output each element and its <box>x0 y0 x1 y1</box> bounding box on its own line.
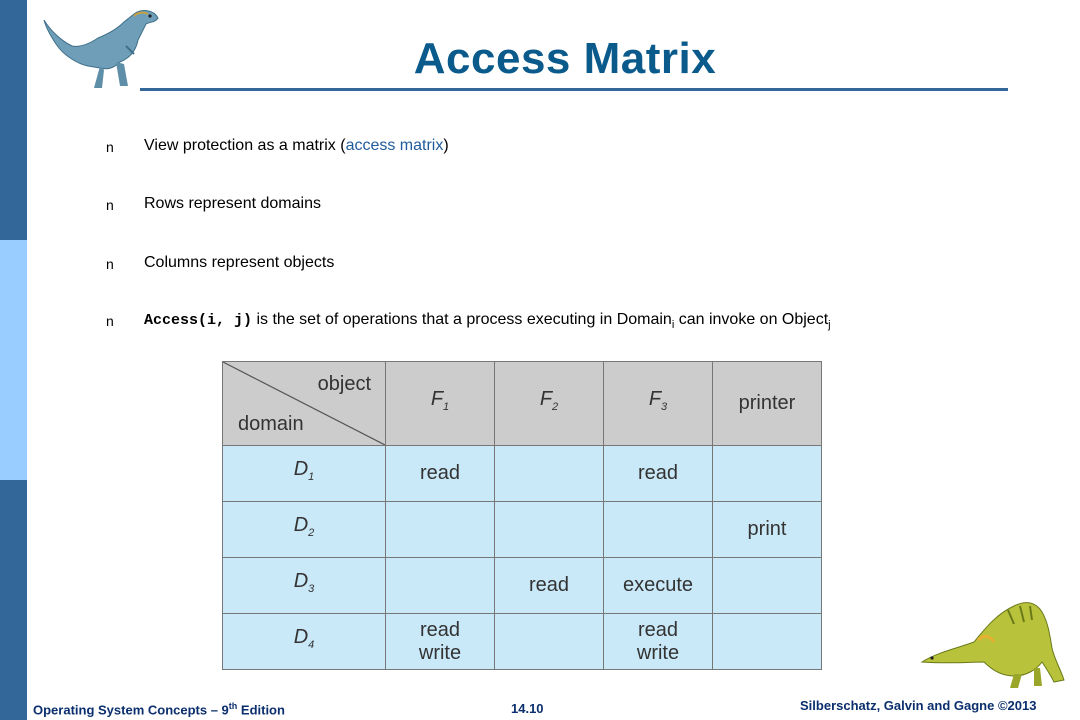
corner-domain-label: domain <box>238 413 304 435</box>
matrix-cell-d1-f2 <box>495 446 604 502</box>
bullet-marker: n <box>106 256 114 272</box>
matrix-cell-d1-f3-line1: read <box>637 462 679 484</box>
sidebar-segment-dark <box>0 480 27 720</box>
row-header-d3 <box>223 558 386 614</box>
matrix-header-row <box>223 362 822 446</box>
matrix-cell-d3-f2-line1: read <box>528 574 570 596</box>
sidebar-segment-light <box>0 240 27 480</box>
access-code: Access(i, j) <box>144 312 253 329</box>
matrix-cell-d2-printer <box>713 502 822 558</box>
row-header-d3-sub: 3 <box>308 583 315 595</box>
bullet-text-1-post: ) <box>443 137 449 154</box>
matrix-cell-d2-printer-line1: print <box>747 518 787 540</box>
bullet-text-4-mid2: can invoke on Object <box>674 311 829 328</box>
column-header-f2-sub: 2 <box>552 401 559 413</box>
row-header-d3-base: D <box>293 570 309 592</box>
matrix-cell-d3-f2 <box>495 558 604 614</box>
corner-object-label: object <box>317 373 371 395</box>
matrix-cell-d4-printer <box>713 614 822 670</box>
bullet-text-1 <box>144 137 449 155</box>
object-subscript: j <box>828 319 831 332</box>
matrix-cell-d3-f3 <box>604 558 713 614</box>
table-row <box>223 558 822 614</box>
matrix-cell-d4-f3-line1: read <box>637 618 679 641</box>
footer-book-title <box>33 701 285 717</box>
matrix-cell-d4-f2 <box>495 614 604 670</box>
table-row <box>223 446 822 502</box>
bullet-text-1-pre: View protection as a matrix ( <box>144 137 346 154</box>
column-header-f3-sub: 3 <box>661 401 668 413</box>
page-title: Access Matrix <box>413 34 717 83</box>
footer-book-title-pre: Operating System Concepts – 9 <box>33 702 229 718</box>
row-header-d4 <box>223 614 386 670</box>
sidebar-segment-dark <box>0 0 27 240</box>
column-header-f1-sub: 1 <box>443 401 450 413</box>
matrix-cell-d2-f3 <box>604 502 713 558</box>
table-row <box>223 614 822 670</box>
sidebar-stripe <box>0 0 27 720</box>
title-divider <box>140 88 1008 91</box>
bullet-text-3: Columns represent objects <box>144 254 335 271</box>
row-header-d1-sub: 1 <box>308 471 315 483</box>
matrix-cell-d4-f1-line1: read <box>419 618 461 641</box>
footer-copyright: Silberschatz, Galvin and Gagne ©2013 <box>800 698 1037 713</box>
table-row <box>223 502 822 558</box>
matrix-cell-d2-f2 <box>495 502 604 558</box>
footer-edition-sup: th <box>228 701 238 711</box>
dinosaur-icon <box>918 590 1068 690</box>
bullet-text-4 <box>144 311 831 331</box>
row-header-d1-base: D <box>293 458 309 480</box>
row-header-d1 <box>223 446 386 502</box>
column-header-f3-base: F <box>648 388 662 410</box>
row-header-d2 <box>223 502 386 558</box>
footer-page-number: 14.10 <box>511 701 544 716</box>
row-header-d4-base: D <box>293 626 309 648</box>
bullet-marker: n <box>106 139 114 155</box>
dinosaur-icon <box>38 6 164 92</box>
matrix-corner-cell <box>223 362 386 446</box>
matrix-cell-d2-f1 <box>386 502 495 558</box>
row-header-d2-base: D <box>293 514 309 536</box>
column-header-f2 <box>495 362 604 446</box>
matrix-cell-d1-printer <box>713 446 822 502</box>
access-matrix-table <box>222 361 822 670</box>
matrix-cell-d1-f3 <box>604 446 713 502</box>
matrix-cell-d3-f3-line1: execute <box>622 574 694 596</box>
matrix-cell-d3-f1 <box>386 558 495 614</box>
column-header-f2-base: F <box>539 388 553 410</box>
matrix-cell-d4-f3-line2: write <box>636 641 680 664</box>
matrix-cell-d1-f1 <box>386 446 495 502</box>
bullet-marker: n <box>106 313 114 329</box>
bullet-marker: n <box>106 197 114 213</box>
matrix-cell-d3-printer <box>713 558 822 614</box>
bullet-text-2: Rows represent domains <box>144 195 321 212</box>
matrix-cell-d4-f1-line2: write <box>418 641 462 664</box>
bullet-text-4-mid: is the set of operations that a process executing in Domain <box>252 311 672 328</box>
column-header-f1-base: F <box>430 388 444 410</box>
matrix-cell-d4-f1 <box>386 614 495 670</box>
matrix-cell-d1-f1-line1: read <box>419 462 461 484</box>
access-matrix-highlight: access matrix <box>345 137 444 154</box>
matrix-cell-d4-f3 <box>604 614 713 670</box>
column-header-f1 <box>386 362 495 446</box>
row-header-d4-sub: 4 <box>308 639 315 651</box>
domain-subscript: i <box>671 319 675 332</box>
footer-book-title-post: Edition <box>237 702 285 718</box>
column-header-f3 <box>604 362 713 446</box>
column-header-printer: printer <box>713 362 822 446</box>
row-header-d2-sub: 2 <box>308 527 315 539</box>
